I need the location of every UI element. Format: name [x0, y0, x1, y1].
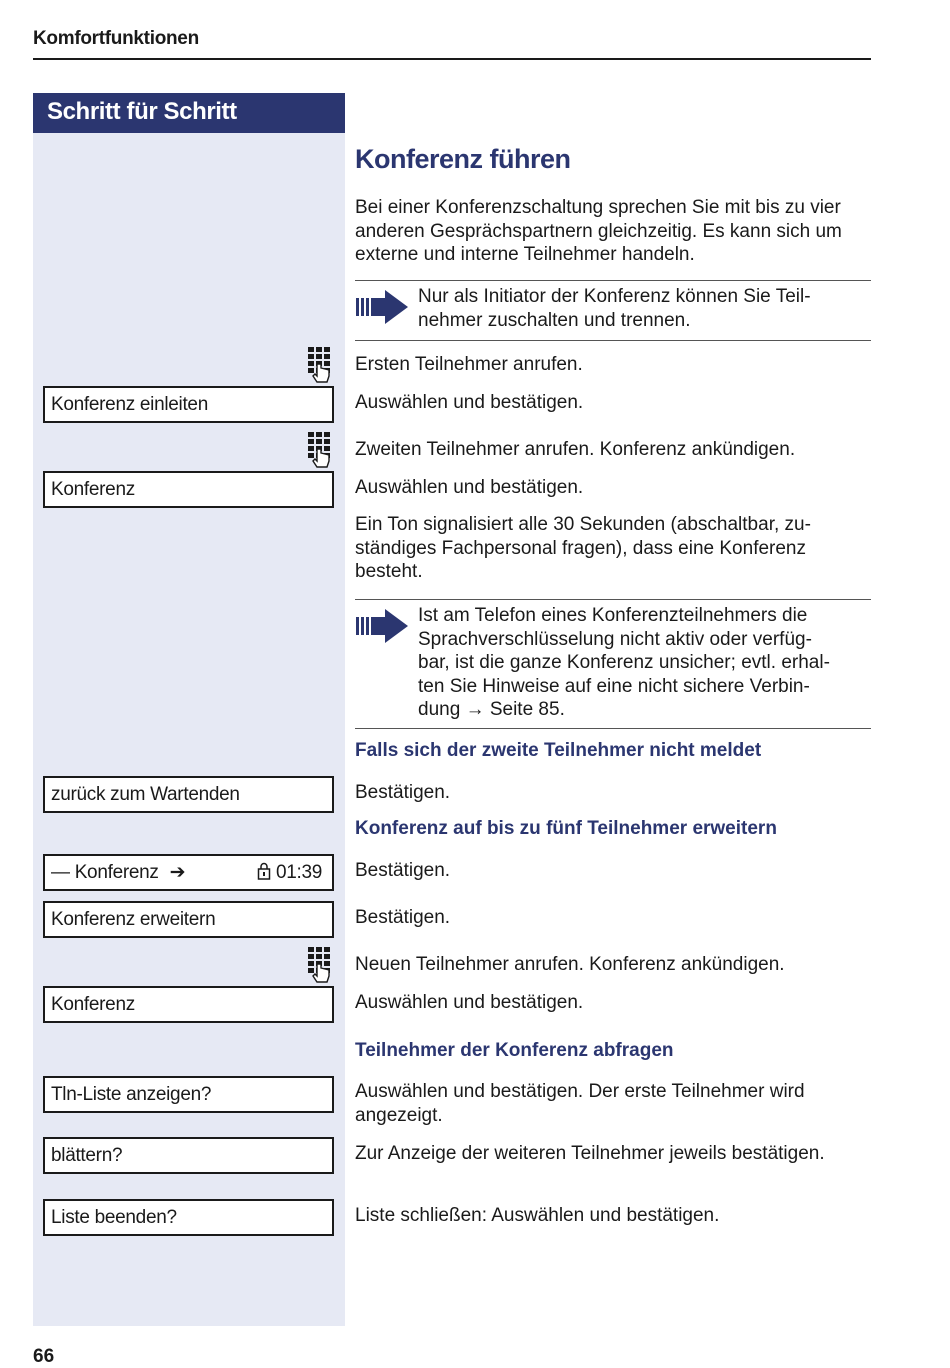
note1-bottom-rule [355, 340, 871, 341]
sidebar-title: Schritt für Schritt [33, 93, 345, 133]
intro-paragraph: Bei einer Konferenzschaltung sprechen Sie mit bis zu vier anderen Gesprächspartnern gleichzeitig. Es kann sich um externe und interne Teilnehmer handeln. [355, 197, 842, 265]
display-konferenz-einleiten[interactable]: Konferenz einleiten [43, 386, 334, 423]
status-right [257, 856, 322, 889]
step-list-show [355, 1080, 870, 1127]
note2-line-1: Ist am Telefon eines Konferenzteilnehmers die [418, 605, 808, 626]
display-tln-liste-anzeigen[interactable]: Tln-Liste anzeigen? [43, 1076, 334, 1113]
page-reference-link[interactable]: Seite 85. [489, 699, 565, 720]
keypad-icon [307, 946, 333, 984]
step-confirm-1: Bestätigen. [355, 782, 451, 803]
step-call-new: Neuen Teilnehmer anrufen. Konferenz ankündigen. [355, 954, 785, 975]
keypad-icon [307, 346, 333, 384]
page-title: Konferenz führen [355, 144, 571, 174]
running-header: Komfortfunktionen [33, 28, 199, 49]
subhead-query: Teilnehmer der Konferenz abfragen [355, 1040, 674, 1061]
step-select-confirm-2: Auswählen und bestätigen. [355, 477, 584, 498]
note2-text [418, 604, 870, 722]
display-blaettern[interactable]: blättern? [43, 1137, 334, 1174]
note1-text [418, 285, 868, 332]
arrow-right-icon: ➔ [169, 862, 186, 883]
display-konferenz[interactable]: Konferenz [43, 471, 334, 508]
lock-icon [257, 862, 271, 880]
display-conference-status[interactable] [43, 854, 334, 891]
step-confirm-2: Bestätigen. [355, 860, 451, 881]
note-arrow-icon [354, 607, 410, 645]
note2-top-rule [355, 599, 871, 600]
status-label: Konferenz [74, 862, 159, 883]
note2-line-4: ten Sie Hinweise auf eine nicht sichere Verbin- [418, 675, 810, 697]
step-select-confirm-1: Auswählen und bestätigen. [355, 392, 584, 413]
note1-line-2: nehmer zuschalten und trennen. [418, 309, 691, 331]
step-list-show-line-2: angezeigt. [355, 1104, 443, 1126]
status-left [51, 856, 185, 889]
step-call-second: Zweiten Teilnehmer anrufen. Konferenz ankündigen. [355, 439, 796, 460]
note2-line-5 [418, 698, 870, 722]
note2-last-prefix: dung [418, 699, 461, 720]
status-time: 01:39 [275, 862, 322, 883]
step-call-first: Ersten Teilnehmer anrufen. [355, 354, 583, 375]
display-zurueck-zum-wartenden[interactable]: zurück zum Wartenden [43, 776, 334, 813]
tone-info-line-1: Ein Ton signalisiert alle 30 Sekunden (abschaltbar, zu- [355, 514, 811, 535]
note1-line-1: Nur als Initiator der Konferenz können Sie Teil- [418, 286, 811, 307]
step-list-show-line-1: Auswählen und bestätigen. Der erste Teilnehmer wird [355, 1081, 805, 1102]
note-arrow-icon [354, 288, 410, 326]
step-select-confirm-3: Auswählen und bestätigen. [355, 992, 584, 1013]
step-confirm-3: Bestätigen. [355, 907, 451, 928]
status-dash: — [51, 862, 70, 883]
display-liste-beenden[interactable]: Liste beenden? [43, 1199, 334, 1236]
subhead-extend: Konferenz auf bis zu fünf Teilnehmer erweitern [355, 818, 777, 839]
note2-line-2: Sprachverschlüsselung nicht aktiv oder verfüg- [418, 628, 812, 650]
tone-info [355, 513, 865, 584]
tone-info-line-3: besteht. [355, 561, 423, 582]
step-list-close: Liste schließen: Auswählen und bestätigen. [355, 1205, 720, 1226]
step-scroll: Zur Anzeige der weiteren Teilnehmer jeweils bestätigen. [355, 1143, 825, 1164]
header-rule [33, 58, 871, 60]
note2-bottom-rule [355, 728, 871, 729]
display-konferenz-2[interactable]: Konferenz [43, 986, 334, 1023]
tone-info-line-2: ständiges Fachpersonal fragen), dass eine Konferenz [355, 537, 806, 559]
display-konferenz-erweitern[interactable]: Konferenz erweitern [43, 901, 334, 938]
note1-top-rule [355, 280, 871, 281]
page-number: 66 [33, 1346, 55, 1367]
note2-line-3: bar, ist die ganze Konferenz unsicher; evtl. erhal- [418, 652, 830, 673]
keypad-icon [307, 431, 333, 469]
subhead-no-answer: Falls sich der zweite Teilnehmer nicht meldet [355, 740, 762, 761]
arrow-right-icon: → [465, 699, 485, 720]
